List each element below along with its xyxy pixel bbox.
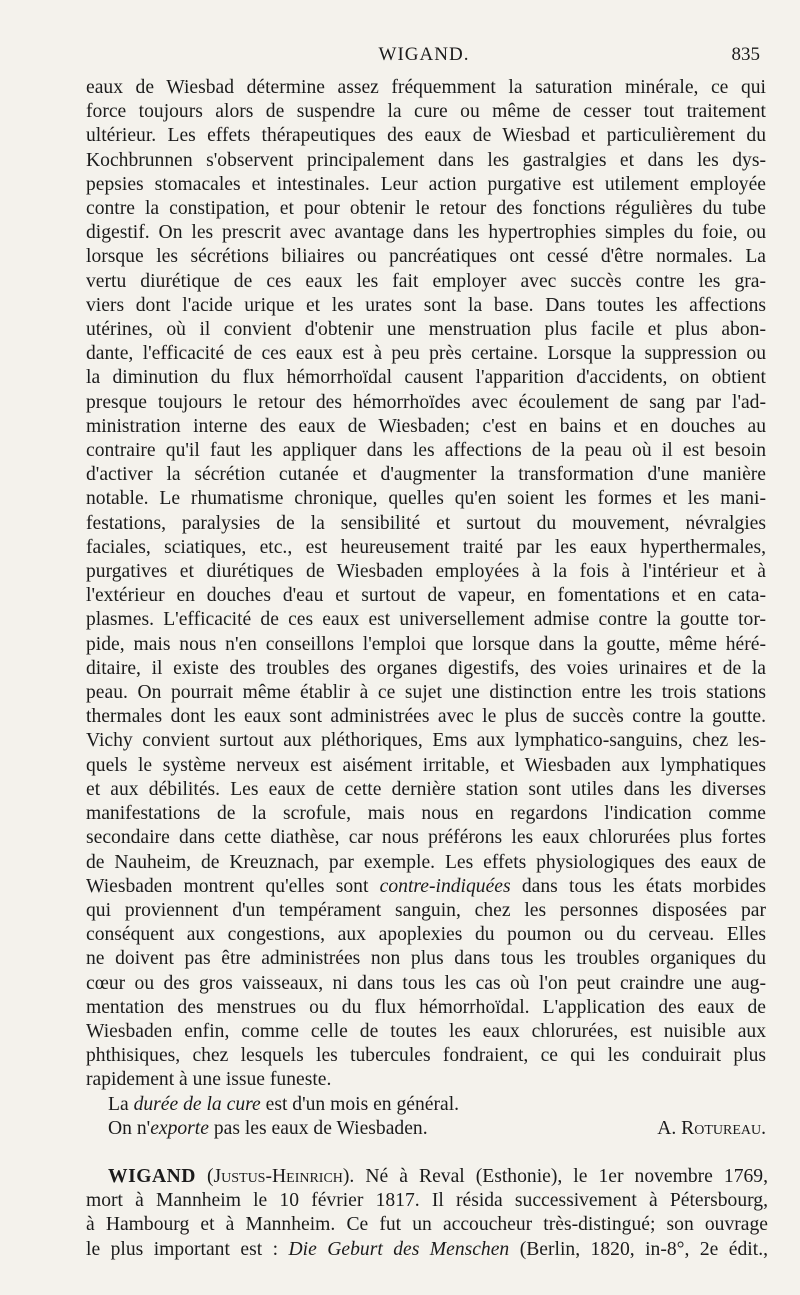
exporte-text — [108, 1117, 428, 1141]
text-line: dante, l'efficacité de ces eaux est à peu près certaine. Lorsque la suppression ou — [86, 343, 766, 365]
text-line: phthisiques, chez lesquels les tubercules fondraient, ce qui les conduirait plus — [86, 1045, 766, 1067]
text-line: d'activer la sécrétion cutanée et d'augmenter la transformation d'une manière — [86, 464, 766, 486]
text-line: peau. On pourrait même établir à ce sujet une distinction entre les trois stations — [86, 682, 766, 704]
page-number: 835 — [731, 44, 760, 65]
text-line: thermales dont les eaux sont administrées avec le plus de succès contre la goutte. — [86, 706, 766, 728]
text-line: ministration interne des eaux de Wiesbaden; c'est en bains et en douches au — [86, 415, 766, 437]
text-line: pide, mais nous n'en conseillons l'emploi que lorsque dans la goutte, même héré- — [86, 633, 766, 655]
text-line: ne doivent pas être administrées non plus dans tous les troubles organiques du — [86, 948, 766, 970]
text-fragment: Wiesbaden montrent qu'elles sont — [86, 875, 380, 897]
entry-line-rest: Né à Reval (Esthonie), le 1er novembre 1769, — [365, 1166, 768, 1187]
entry-text: le plus important est : — [86, 1238, 289, 1260]
text-line: de Nauheim, de Kreuznach, par exemple. Les effets physiologiques des eaux de — [86, 851, 766, 873]
text-line: pepsies stomacales et intestinales. Leur action purgative est utilement employée — [86, 173, 766, 195]
text-line: secondaire dans cette diathèse, car nous préférons les eaux chlorurées plus fortes — [86, 827, 766, 849]
text-line: mentation des menstrues ou du flux hémorrhoïdal. L'application des eaux de — [86, 996, 766, 1018]
text-line: l'extérieur en douches d'eau et surtout de vapeur, en fomentations et en cata- — [86, 585, 766, 607]
book-title: Die Geburt des Menschen — [288, 1238, 510, 1260]
text-line: et aux débilités. Les eaux de cette dernière station sont utiles dans les diverses — [86, 778, 766, 800]
text-line: la diminution du flux hémorrhoïdal causent l'apparition d'accidents, on obtient — [86, 367, 766, 389]
entry-line: mort à Mannheim le 10 février 1817. Il résida successivement à Pétersbourg, — [86, 1190, 768, 1212]
text-line: festations, paralysies de la sensibilité et surtout du mouvement, névralgies — [86, 512, 766, 534]
text-line: Vichy convient surtout aux pléthoriques, Ems aux lymphatico-sanguins, chez les- — [86, 730, 766, 752]
text-line: qui proviennent d'un tempérament sanguin, chez les personnes disposées par — [86, 899, 766, 921]
duree-line — [86, 1093, 766, 1117]
running-title: WIGAND. — [378, 44, 470, 65]
entry-line — [86, 1165, 768, 1189]
text-line: rapidement à une issue funeste. — [86, 1069, 332, 1091]
text-line: lorsque les sécrétions biliaires ou pancréatiques ont cessé d'être normales. La — [86, 246, 766, 268]
text-line: Wiesbaden enfin, comme celle de toutes les eaux chlorurées, est nuisible aux — [86, 1020, 766, 1042]
text-line: cœur ou des gros vaisseaux, ni dans tous les cas où l'on peut craindre une aug- — [86, 972, 766, 994]
text-line: contre la constipation, et pour obtenir le retour des fonctions régulières du tube — [86, 198, 766, 220]
text-line — [86, 875, 766, 899]
article-body — [86, 76, 766, 1141]
author-signature: A. Rotureau. — [657, 1117, 766, 1139]
text-fragment: pas les eaux de Wiesbaden. — [208, 1117, 428, 1139]
entry-text: (Berlin, 1820, in-8°, 2e édit., — [509, 1238, 768, 1260]
text-line: viers dont l'acide urique et les urates sont la base. Dans toutes les affections — [86, 294, 766, 316]
text-line: purgatives et diurétiques de Wiesbaden employées à la fois à l'intérieur et à — [86, 561, 766, 583]
text-line: contraire qu'il faut les appliquer dans les affections de la peau où il est besoin — [86, 440, 766, 462]
text-fragment: La — [108, 1093, 134, 1115]
text-line: Kochbrunnen s'observent principalement dans les gastralgies et dans les dys- — [86, 149, 766, 171]
text-line: ditaire, il existe des troubles des organes digestifs, des voies urinaires et de la — [86, 657, 766, 679]
text-line: ultérieur. Les effets thérapeutiques des eaux de Wiesbad et particulièrement du — [86, 125, 766, 147]
text-line: presque toujours le retour des hémorrhoïdes avec écoulement de sang par l'ad- — [86, 391, 766, 413]
entry-line — [86, 1238, 768, 1262]
text-line: faciales, sciatiques, etc., est heureusement traité par les eaux hyperthermales, — [86, 536, 766, 558]
text-line: utérines, où il convient d'obtenir une menstruation plus facile et plus abon- — [86, 319, 766, 341]
biography-entry — [86, 1165, 768, 1262]
text-line: conséquent aux congestions, aux apoplexies du poumon ou du cerveau. Elles — [86, 924, 766, 946]
entry-forename: (Justus-Heinrich). — [206, 1166, 355, 1187]
emphasis: exporte — [150, 1117, 209, 1139]
text-line: vertu diurétique de ces eaux les fait employer avec succès contre les gra- — [86, 270, 766, 292]
text-fragment: On n' — [108, 1117, 151, 1139]
text-line: plasmes. L'efficacité de ces eaux est universellement admise contre la goutte tor- — [86, 609, 766, 631]
text-line: notable. Le rhumatisme chronique, quelles qu'en soient les formes et les mani- — [86, 488, 766, 510]
text-line: manifestations de la scrofule, mais nous en regardons l'indication comme — [86, 803, 766, 825]
entry-name: WIGAND — [108, 1166, 196, 1187]
text-line: digestif. On les prescrit avec avantage dans les hypertrophies simples du foie, ou — [86, 222, 766, 244]
text-fragment: est d'un mois en général. — [260, 1093, 460, 1115]
text-line: quels le système nerveux est aisément irritable, et Wiesbaden aux lymphatiques — [86, 754, 766, 776]
text-line: eaux de Wiesbad détermine assez fréquemment la saturation minérale, ce qui — [86, 77, 766, 98]
emphasis: durée de la cure — [133, 1093, 261, 1115]
exporte-line — [86, 1117, 766, 1141]
entry-line: à Hambourg et à Mannheim. Ce fut un accoucheur très-distingué; son ouvrage — [86, 1214, 768, 1236]
text-fragment: dans tous les états morbides — [510, 875, 766, 897]
emphasis: contre-indiquées — [379, 875, 511, 897]
text-line: force toujours alors de suspendre la cure ou même de cesser tout traitement — [86, 101, 766, 123]
running-header — [88, 42, 760, 70]
